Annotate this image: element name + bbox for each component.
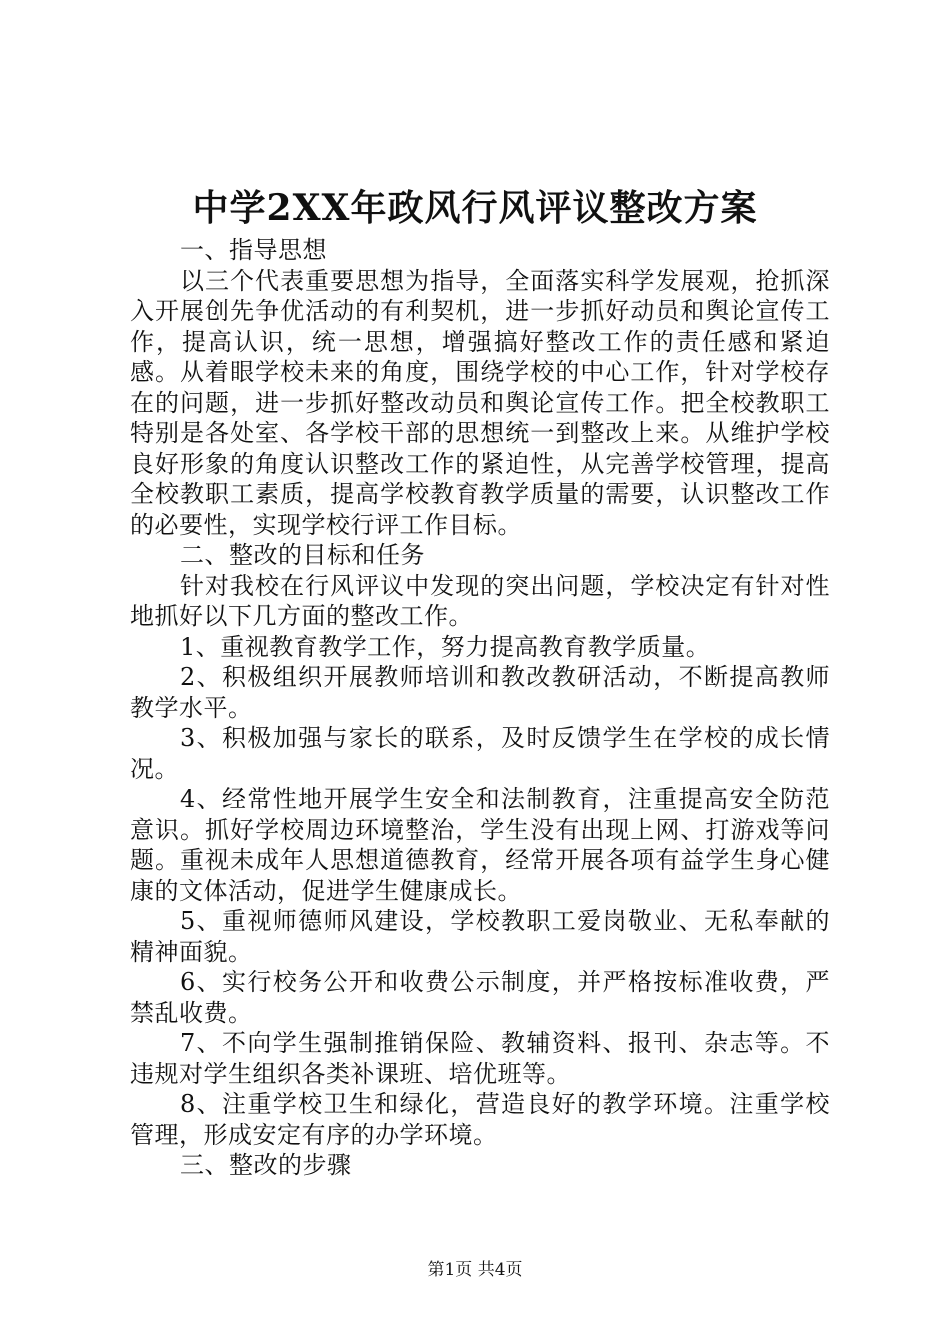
- list-item: 6、实行校务公开和收费公示制度，并严格按标准收费，严禁乱收费。: [130, 968, 830, 1027]
- list-item: 8、注重学校卫生和绿化，营造良好的教学环境。注重学校管理，形成安定有序的办学环境。: [130, 1090, 830, 1149]
- list-item: 7、不向学生强制推销保险、教辅资料、报刊、杂志等。不违规对学生组织各类补课班、培优班等。: [130, 1029, 830, 1088]
- document-body: [130, 235, 830, 1181]
- list-item: 2、积极组织开展教师培训和教改教研活动，不断提高教师教学水平。: [130, 663, 830, 722]
- section-heading-goals-tasks: 二、整改的目标和任务: [180, 541, 425, 569]
- list-item: 4、经常性地开展学生安全和法制教育，注重提高安全防范意识。抓好学校周边环境整治，学生没有出现上网、打游戏等问题。重视未成年人思想道德教育，经常开展各项有益学生身心健康的文体活动，促进学生健康成长。: [130, 785, 830, 905]
- page-footer: 第1页 共4页: [427, 1260, 523, 1280]
- section-heading-guiding-ideology: 一、指导思想: [180, 236, 327, 264]
- list-item: 5、重视师德师风建设，学校教职工爱岗敬业、无私奉献的精神面貌。: [130, 907, 830, 966]
- list-item: 1、重视教育教学工作，努力提高教育教学质量。: [180, 632, 711, 661]
- list-item: 3、积极加强与家长的联系，及时反馈学生在学校的成长情况。: [130, 724, 830, 783]
- document-title: 中学2XX年政风行风评议整改方案: [192, 187, 758, 229]
- body-paragraph: 针对我校在行风评议中发现的突出问题，学校决定有针对性地抓好以下几方面的整改工作。: [130, 571, 830, 630]
- body-paragraph: 以三个代表重要思想为指导，全面落实科学发展观，抢抓深入开展创先争优活动的有利契机，进一步抓好动员和舆论宣传工作，提高认识，统一思想，增强搞好整改工作的责任感和紧迫感。从着眼学校未来的角度，围绕学校的中心工作，针对学校存在的问题，进一步抓好整改动员和舆论宣传工作。把全校教职工特别是各处室、各学校干部的思想统一到整改上来。从维护学校良好形象的角度认识整改工作的紧迫性，从完善学校管理，提高全校教职工素质，提高学校教育教学质量的需要，认识整改工作的必要性，实现学校行评工作目标。: [130, 266, 830, 539]
- section-heading-steps: 三、整改的步骤: [180, 1151, 352, 1179]
